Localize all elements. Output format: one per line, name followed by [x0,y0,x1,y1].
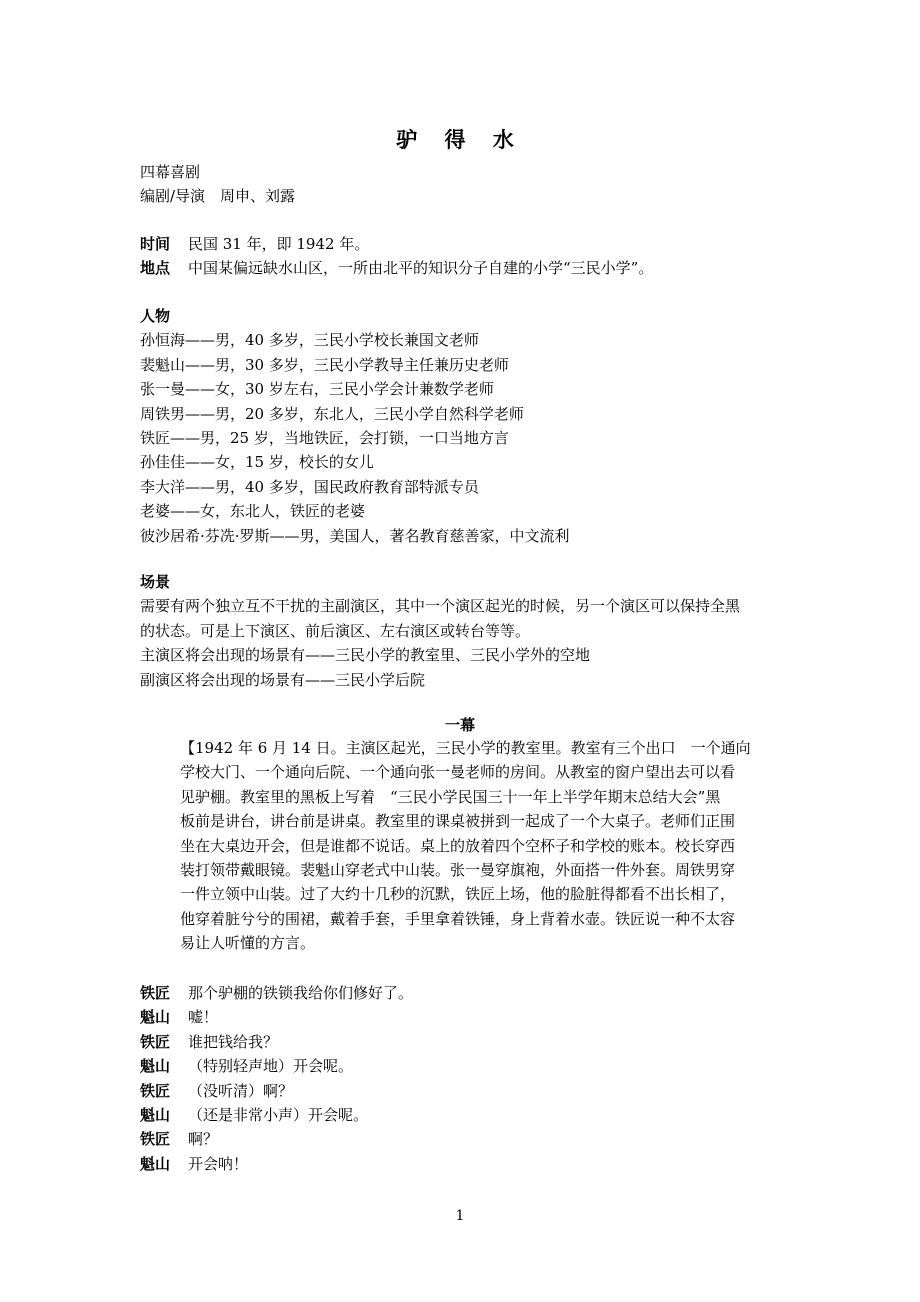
speech: （没听清）啊？ [188,1081,294,1100]
header-info [140,160,295,209]
character-entry: 老婆——女，东北人，铁匠的老婆 [140,502,366,521]
setting-time [140,232,653,256]
scene-line: 的状态。可是上下演区、前后演区、左右演区或转台等等。 [140,621,531,640]
character-entry: 孙佳佳——女，15 岁，校长的女儿 [140,453,374,472]
speech: （还是非常小声）开会呢。 [188,1105,369,1124]
setting-label: 地点 [140,259,171,278]
speech: 啊？ [188,1130,219,1149]
dialogue-line [140,1127,413,1151]
character-entry: 彼沙居希·芬冼·罗斯——男，美国人，著名教育慈善家，中文流利 [140,526,570,545]
stage-direction-line: 他穿着脏兮兮的围裙，戴着手套，手里拿着铁锤，身上背着水壶。铁匠说一种不太容 [180,909,736,928]
subtitle: 四幕喜剧 [140,163,201,181]
dialogue-line [140,1103,413,1127]
setting-text: 民国 31 年，即 1942 年。 [188,235,370,253]
act-title: 一幕 [444,716,475,734]
character-entry: 张一曼——女，30 岁左右，三民小学会计兼数学老师 [140,380,494,399]
stage-direction-line: 装打领带戴眼镜。裴魁山穿老式中山装。张一曼穿旗袍，外面搭一件外套。周铁男穿 [180,860,736,879]
dialogue-line [140,1030,413,1054]
scene-line: 主演区将会出现的场景有——三民小学的教室里、三民小学外的空地 [140,646,591,665]
scene-line: 需要有两个独立互不干扰的主副演区，其中一个演区起光的时候，另一个演区可以保持全黑 [140,597,741,616]
character-entry: 铁匠——男，25 岁，当地铁匠，会打锁，一口当地方言 [140,428,509,447]
speaker: 铁匠 [140,984,171,1002]
speech: （特别轻声地）开会呢。 [188,1057,354,1076]
speech: 谁把钱给我？ [188,1032,279,1051]
speaker: 魁山 [140,1008,171,1027]
stage-direction-line: 见驴棚。教室里的黑板上写着 “三民小学民国三十一年上半学年期末总结大会”黑 [180,787,721,806]
dialogue-line [140,1005,413,1029]
stage-direction-line: 学校大门、一个通向后院、一个通向张一曼老师的房间。从教室的窗户望出去可以看 [180,763,736,782]
stage-direction-line: 坐在大桌边开会，但是谁都不说话。桌上的放着四个空杯子和学校的账本。校长穿西 [180,836,736,855]
stage-direction-line: 易让人听懂的方言。 [180,934,316,953]
stage-direction-line: 一件立领中山装。过了大约十几秒的沉默，铁匠上场，他的脸脏得都看不出长相了， [180,885,736,904]
speaker: 魁山 [140,1154,171,1173]
setting-text: 中国某偏远缺水山区，一所由北平的知识分子自建的小学“三民小学”。 [188,259,654,278]
character-entry: 孙恒海——男，40 多岁，三民小学校长兼国文老师 [140,331,479,350]
page-number: 1 [455,1208,465,1224]
speaker: 铁匠 [140,1130,171,1149]
document-title: 驴 得 水 [396,127,524,152]
dialogue-line [140,1079,413,1103]
setting-section [140,232,653,281]
speech: 开会呐！ [188,1154,249,1173]
speech: 嘘！ [188,1008,219,1027]
stage-direction-line: 板前是讲台，讲台前是讲桌。教室里的课桌被拼到一起成了一个大桌子。老师们正围 [180,812,736,831]
stage-direction [180,736,751,956]
stage-direction-line: 【1942 年 6 月 14 日。主演区起光，三民小学的教室里。教室有三个出口 一个通向 [180,739,751,757]
speaker: 魁山 [140,1057,171,1076]
scene-heading: 场景 [140,573,171,591]
dialogue-line [140,1054,413,1078]
character-entry: 裴魁山——男，30 多岁，三民小学教导主任兼历史老师 [140,355,509,374]
scene-section [140,570,740,692]
speaker: 魁山 [140,1105,171,1124]
dialogue-line [140,1152,413,1176]
credits: 编剧/导演 周申、刘露 [140,187,296,206]
character-entry: 李大洋——男，40 多岁，国民政府教育部特派专员 [140,477,479,496]
dialogue [140,981,413,1176]
character-entry: 周铁男——男，20 多岁，东北人，三民小学自然科学老师 [140,404,524,423]
scene-line: 副演区将会出现的场景有——三民小学后院 [140,670,426,689]
characters-heading: 人物 [140,307,171,325]
speech: 那个驴棚的铁锁我给你们修好了。 [188,984,414,1002]
characters-section [140,304,570,548]
speaker: 铁匠 [140,1032,171,1051]
speaker: 铁匠 [140,1081,171,1100]
setting-place [140,256,653,280]
dialogue-line [140,981,413,1005]
setting-label: 时间 [140,235,171,253]
